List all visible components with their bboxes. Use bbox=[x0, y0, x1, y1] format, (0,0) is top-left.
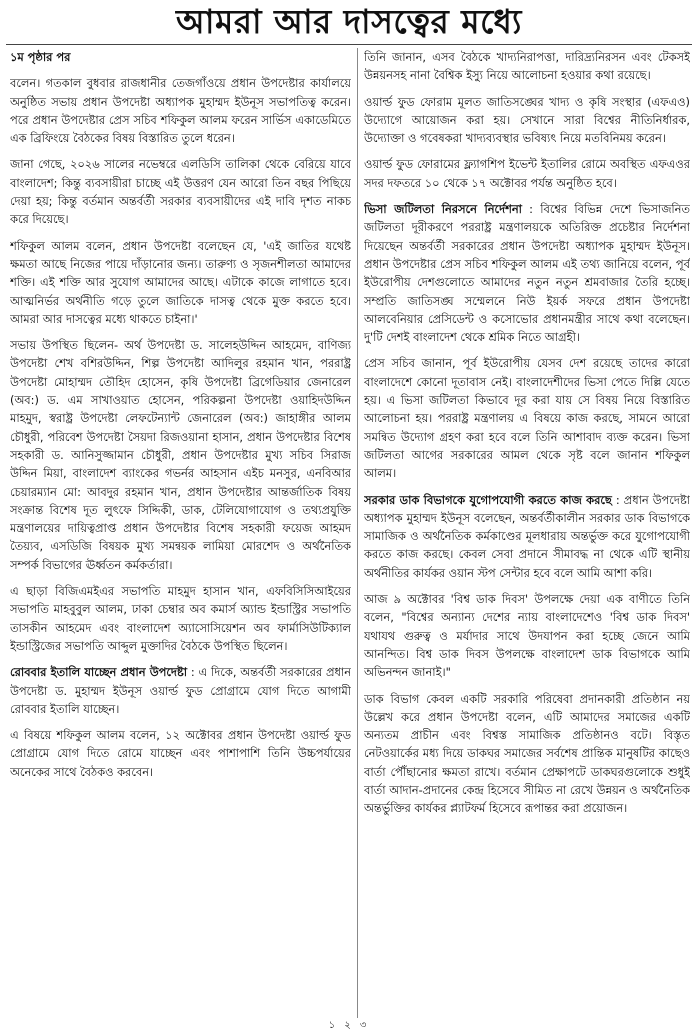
left-column bbox=[10, 48, 351, 1023]
article-paragraph: প্রেস সচিব জানান, পূর্ব ইউরোপীয় যেসব দেশ রয়েছে তাদের কারো বাংলাদেশে কোনো দূতাবাস নেই। বাংলাদেশীদের ভিসা পেতে দিল্লি যেতে হয়। এ ভিসা জটিলতা কিভাবে দূর করা যায় সে বিষয় নিয়ে বিস্তারিত আলোচনা হয়। পররাষ্ট্র মন্ত্রণালয় এ বিষয়ে কাজ করছে, সামনে আরো সমন্বিত উদ্যোগ গ্রহণ করা হবে বলে তিনি আশাবাদ ব্যক্ত করেন। ভিসা জটিলতা আগের সরকারের আমল থেকে সৃষ্ট বলে জানান শফিকুল আলম। bbox=[364, 356, 690, 481]
article-paragraph: শফিকুল আলম বলেন, প্রধান উপদেষ্টা বলেছেন যে, 'এই জাতির যথেষ্ট ক্ষমতা আছে নিজের পায়ে দাঁড়ানোর জন্য। তারুণ্য ও সৃজনশীলতা আমাদের শক্তি। এই শক্তি আর সুযোগ আমাদের আছে। এটাকে কাজে লাগাতে হবে। আত্মনির্ভর অর্থনীতি গড়ে তুলে জাতিকে দাসত্ব থেকে মুক্ত করতে হবে। আমরা আর দাসত্বের মধ্যে থাকতে চাইনা।' bbox=[10, 238, 351, 326]
subhead-text: : এ দিকে, অন্তর্বর্তী সরকারের প্রধান উপদেষ্টা ড. মুহাম্মদ ইউনূস ওয়ার্ল্ড ফুড প্রোগ্রামে যোগ দিতে আগামী রোববার ইতালি যাচ্ছেন। bbox=[10, 665, 351, 716]
subhead-paragraph bbox=[364, 491, 690, 582]
subhead-text: : প্রধান উপদেষ্টা অধ্যাপক মুহাম্মদ ইউনূস বলেছেন, অন্তর্বর্তীকালীন সরকার ডাক বিভাগকে সামাজিক ও অর্থনৈতিক কর্মকাণ্ডের মূলধারায় অন্তর্ভুক্ত করে যুগোপযোগী করতে কাজ করছে। কেবল সেবা প্রদানে সীমাবদ্ধ না থেকে এটি স্থানীয় অর্থনীতির কার্যকর ওয়ান স্টপ সেন্টার হবে বলে আমি আশা করি। bbox=[364, 492, 690, 580]
headline-rule bbox=[6, 44, 692, 45]
article-paragraph: তিনি জানান, এসব বৈঠকে খাদ্যনিরাপত্তা, দারিদ্র্যনিরসন এবং টেকসই উন্নয়নসহ নানা বৈশ্বিক ইস্যু নিয়ে আলোচনা হওয়ার কথা রয়েছে। bbox=[364, 50, 690, 83]
article-paragraph: আজ ৯ অক্টোবর 'বিশ্ব ডাক দিবস' উপলক্ষে দেয়া এক বাণীতে তিনি বলেন, "বিশ্বের অন্যান্য দেশের ন্যায় বাংলাদেশেও 'বিশ্ব ডাক দিবস' যথাযথ গুরুত্ব ও মর্যাদার সাথে উদযাপন করা হচ্ছে জেনে আমি আনন্দিত। বিশ্ব ডাক দিবস উপলক্ষে বাংলাদেশ ডাক বিভাগকে আমি অভিনন্দন জানাই।" bbox=[364, 592, 690, 680]
article-paragraph: এ ছাড়া বিজিএমইএর সভাপতি মাহমুদ হাসান খান, এফবিসিসিআইয়ের সভাপতি মাহবুবুল আলম, ঢাকা চেম্বার অব কমার্স অ্যান্ড ইন্ডাস্ট্রির সভাপতি তাসকীন আহমেদ এবং বাংলাদেশ অ্যাসোসিয়েশন অব ফার্মাসিউটিক্যাল ইন্ডাস্ট্রিজের সভাপতি আব্দুল মুক্তাদির বৈঠকে উপস্থিত ছিলেন। bbox=[10, 584, 351, 653]
subhead: ভিসা জটিলতা নিরসনে নির্দেশনা bbox=[364, 202, 522, 217]
subhead-paragraph bbox=[10, 663, 351, 718]
headline: আমরা আর দাসত্বের মধ্যে bbox=[176, 2, 522, 41]
continued-from-label: ১ম পৃষ্ঠার পর bbox=[10, 50, 71, 64]
subhead: সরকার ডাক বিভাগকে যুগোপযোগী করতে কাজ করছে bbox=[364, 492, 612, 507]
article-paragraph: ওয়ার্ল্ড ফুড ফোরামের ফ্ল্যাগশিপ ইভেন্ট ইতালির রোমে অবস্থিত এফএওর সদর দফতরে ১০ থেকে ১৭ অক্টোবর পর্যন্ত অনুষ্ঠিত হবে। bbox=[364, 157, 690, 190]
subhead-text: : বিশ্বের বিভিন্ন দেশে ভিসাজনিত জটিলতা দূরীকরণে পররাষ্ট্র মন্ত্রণালয়কে অতিরিক্ত প্রচেষ্টার নির্দেশনা দিয়েছেন অন্তর্বর্তী সরকারের প্রধান উপদেষ্টা অধ্যাপক মুহাম্মদ ইউনূস। প্রধান উপদেষ্টার প্রেস সচিব শফিকুল আলম এই তথ্য জানিয়ে বলেন, পূর্ব ইউরোপীয় দেশগুলোতে আমাদের নতুন নতুন শ্রমবাজার তৈরি হচ্ছে। সম্প্রতি জাতিসঙ্ঘ সম্মেলনে নিউ ইয়র্ক সফরে প্রধান উপদেষ্টা আলবেনিয়ার প্রেসিডেন্ট ও কসোভোর প্রধানমন্ত্রীর সাথে কথা বলেছেন। দু'টি দেশই বাংলাদেশ থেকে শ্রমিক নিতে আগ্রহী। bbox=[364, 202, 690, 345]
column-divider bbox=[357, 48, 358, 1018]
right-column bbox=[364, 48, 690, 1023]
article-paragraph: ওয়ার্ল্ড ফুড ফোরাম মূলত জাতিসঙ্ঘের খাদ্য ও কৃষি সংস্থার (এফএও) উদ্যোগে আয়োজন করা হয়। সেখানে সারা বিশ্বের নীতিনির্ধারক, উদ্যোক্তা ও গবেষকরা খাদ্যব্যবস্থার ভবিষ্যৎ নিয়ে মতবিনিময় করেন। bbox=[364, 94, 690, 146]
article-paragraph: বলেন। গতকাল বুধবার রাজধানীর তেজগাঁওয়ে প্রধান উপদেষ্টার কার্যালয়ে অনুষ্ঠিত সভায় প্রধান উপদেষ্টা অধ্যাপক মুহাম্মদ ইউনূস সভাপতিত্ব করেন। পরে প্রধান উপদেষ্টার প্রেস সচিব শফিকুল আলম ফরেন সার্ভিস একাডেমিতে এক ব্রিফিংয়ে বৈঠকের বিষয় বিস্তারিত তুলে ধরেন। bbox=[10, 76, 351, 146]
bottom-ornament: ১ ২ ৩ bbox=[328, 1020, 370, 1031]
subhead-paragraph bbox=[364, 200, 690, 346]
article-paragraph: এ বিষয়ে শফিকুল আলম বলেন, ১২ অক্টোবর প্রধান উপদেষ্টা ওয়ার্ল্ড ফুড প্রোগ্রামে যোগ দিতে রোমে যাচ্ছেন এবং পাশাপাশি তিনি উচ্চপর্যায়ের অনেকের সাথে বৈঠকও করবেন। bbox=[10, 728, 351, 779]
article-paragraph: জানা গেছে, ২০২৬ সালের নভেম্বরে এলডিসি তালিকা থেকে বেরিয়ে যাবে বাংলাদেশ; কিন্তু ব্যবসায়ীরা চাচ্ছে এই উত্তরণ যেন আরো তিন বছর পিছিয়ে দেয়া হয়; কিন্তু বর্তমান অন্তর্বর্তী সরকার ব্যবসায়ীদের এই দাবি দৃশত নাকচ করে দিয়েছে। bbox=[10, 157, 351, 227]
article-paragraph: সভায় উপস্থিত ছিলেন- অর্থ উপদেষ্টা ড. সালেহউদ্দিন আহমেদ, বাণিজ্য উপদেষ্টা শেখ বশিরউদ্দিন, শিল্প উপদেষ্টা আদিলুর রহমান খান, পররাষ্ট্র উপদেষ্টা মোহাম্মদ তৌহিদ হোসেন, কৃষি উপদেষ্টা ব্রিগেডিয়ার জেনারেল (অব:) ড. এম সাখাওয়াত হোসেন, পরিকল্পনা উপদেষ্টা ওয়াহিদউদ্দিন মাহমুদ, স্বরাষ্ট্র উপদেষ্টা লেফটেন্যান্ট জেনারেল (অব:) জাহাঙ্গীর আলম চৌধুরী, পরিবেশ উপদেষ্টা সৈয়দা রিজওয়ানা হাসান, প্রধান উপদেষ্টার বিশেষ সহকারী ড. আনিসুজ্জামান চৌধুরী, প্রধান উপদেষ্টার মুখ্য সচিব সিরাজ উদ্দিন মিয়া, বাংলাদেশ ব্যাংকের গভর্নর আহসান এইচ মনসুর, এনবিআর চেয়ারম্যান মো: আবদুর রহমান খান, প্রধান উপদেষ্টার আন্তর্জাতিক বিষয় সংক্রান্ত বিশেষ দূত লুৎফে সিদ্দিকী, ডাক, টেলিযোগাযোগ ও তথ্যপ্রযুক্তি মন্ত্রণালয়ের দায়িত্বপ্রাপ্ত প্রধান উপদেষ্টার বিশেষ সহকারী ফয়েজ আহমদ তৈয়্যব, এসডিজি বিষয়ক মুখ্য সমন্বয়ক লামিয়া মোরশেদ ও অর্থনৈতিক সম্পর্ক বিভাগের ঊর্ধ্বতন কর্মকর্তারা। bbox=[10, 338, 351, 572]
subhead: রোববার ইতালি যাচ্ছেন প্রধান উপদেষ্টা bbox=[10, 665, 188, 680]
article-paragraph: ডাক বিভাগ কেবল একটি সরকারি পরিষেবা প্রদানকারী প্রতিষ্ঠান নয় উল্লেখ করে প্রধান উপদেষ্টা বলেন, এটি আমাদের সমাজের একটি অন্যতম প্রাচীন এবং বিশ্বস্ত সামাজিক প্রতিষ্ঠানও বটে। বিস্তৃত নেটওয়ার্কের মধ্য দিয়ে ডাকঘর সমাজের সর্বশেষ প্রান্তিক মানুষটির কাছেও বার্তা পৌঁছানোর ক্ষমতা রাখে। বর্তমান প্রেক্ষাপটে ডাকঘরগুলোকে শুধুই বার্তা আদান-প্রদানের কেন্দ্র হিসেবে সীমিত না রেখে উন্নয়ন ও অর্থনৈতিক অন্তর্ভুক্তির কার্যকর প্ল্যাটফর্ম হিসেবে রূপান্তর করা প্রয়োজন। bbox=[364, 691, 690, 816]
